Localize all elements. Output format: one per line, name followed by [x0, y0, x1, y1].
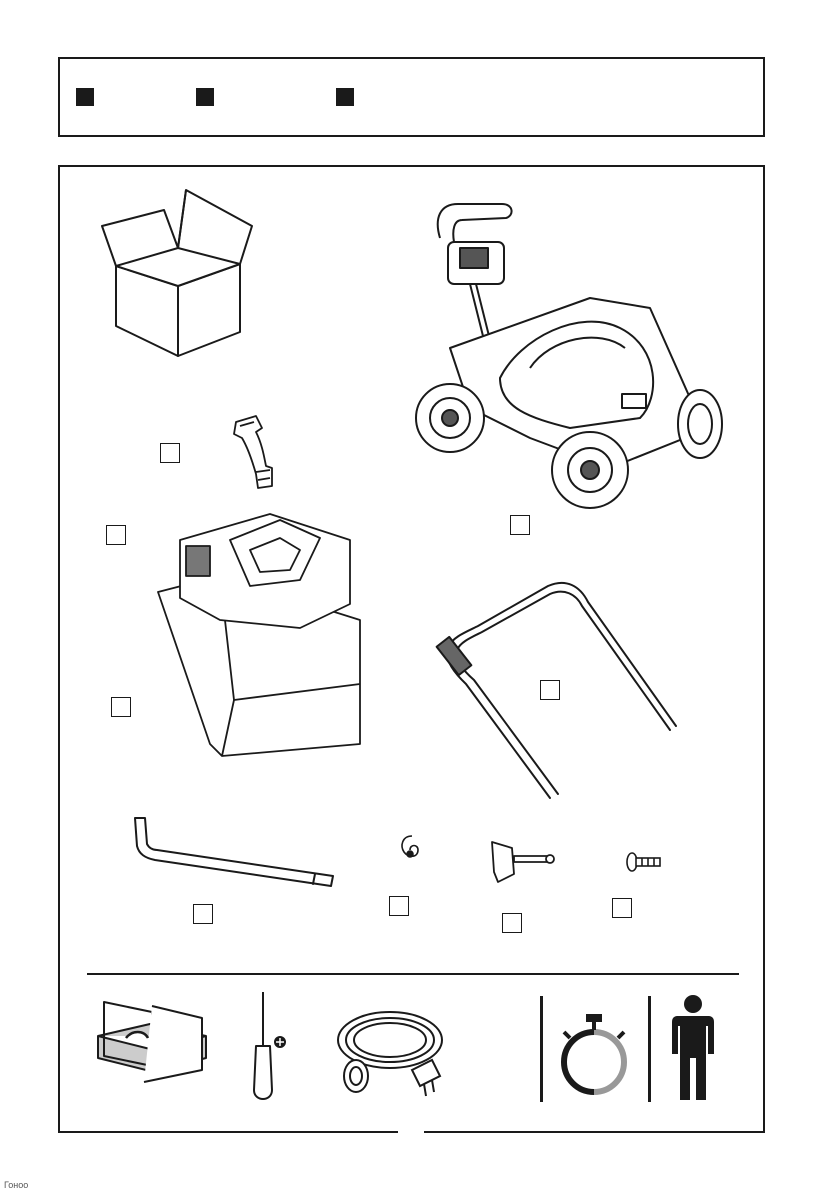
- grass-box-icon: [150, 500, 378, 762]
- person-icon: [668, 994, 718, 1102]
- legend-square-1: [76, 88, 94, 106]
- knob-icon: [484, 838, 558, 888]
- frame-gap: [398, 1128, 424, 1136]
- label-box-cable-hook: [160, 443, 180, 463]
- divider: [87, 973, 739, 975]
- lower-handle-icon: [127, 814, 339, 888]
- label-box-upper-handle: [540, 680, 560, 700]
- label-box-grass-box-bag: [111, 697, 131, 717]
- label-box-lower-handle: [193, 904, 213, 924]
- footer-text: Гоноо: [4, 1180, 29, 1190]
- cable-clip-icon: [396, 832, 426, 862]
- legend-square-2: [196, 88, 214, 106]
- extension-cable-icon: [328, 1004, 452, 1104]
- label-box-grass-box-lid: [106, 525, 126, 545]
- label-box-cable-clip: [389, 896, 409, 916]
- label-box-screw: [612, 898, 632, 918]
- label-box-knob: [502, 913, 522, 933]
- work-surface-icon: [92, 996, 212, 1084]
- phillips-screwdriver-icon: [250, 990, 290, 1106]
- header-frame: [58, 57, 765, 137]
- lawnmower-icon: [410, 198, 728, 510]
- requirements-separator-2: [648, 996, 651, 1102]
- label-box-lawnmower: [510, 515, 530, 535]
- screw-icon: [624, 848, 664, 878]
- stopwatch-icon: [556, 1012, 632, 1094]
- packing-box-icon: [98, 186, 258, 358]
- legend-square-3: [336, 88, 354, 106]
- requirements-separator-1: [540, 996, 543, 1102]
- cable-hook-icon: [226, 414, 282, 490]
